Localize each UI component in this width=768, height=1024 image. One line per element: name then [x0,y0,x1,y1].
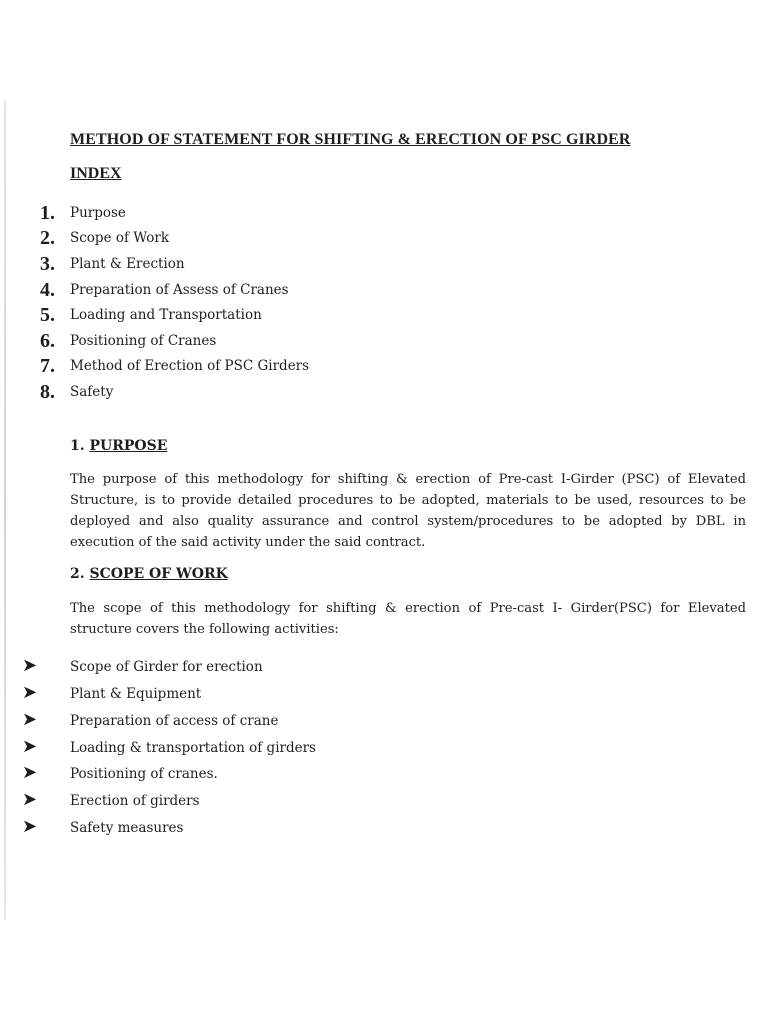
bullet-text: Preparation of access of crane [70,713,279,729]
arrowhead-bullet-icon: ➤ [22,816,38,837]
bullet-text: Positioning of cranes. [70,766,218,782]
arrowhead-bullet-icon: ➤ [22,762,38,783]
index-item [0,330,700,357]
arrowhead-bullet-icon: ➤ [22,709,38,730]
index-item-label: Scope of Work [70,230,169,246]
index-item-number: 2. [40,227,55,249]
index-item-number: 8. [40,381,55,403]
purpose-heading-label: PURPOSE [89,438,168,454]
purpose-paragraph: The purpose of this methodology for shifting & erection of Pre-cast I-Girder (PSC) of Elevated Structure, is to provide detailed procedures to be adopted, materials to be used, resources to be deployed and also quality assurance and control system/procedures to be adopted by DBL in execution of the said activity under the said contract. [70,472,746,550]
index-item [0,381,700,408]
index-item-number: 5. [40,304,55,326]
bullet-text: Scope of Girder for erection [70,659,263,675]
index-item-label: Safety [70,384,114,400]
index-item-number: 4. [40,279,55,301]
scope-heading-label: SCOPE OF WORK [89,566,228,582]
index-item-label: Plant & Erection [70,256,185,272]
list-item [0,762,700,788]
index-item [0,202,700,229]
scope-paragraph: The scope of this methodology for shifting & erection of Pre-cast I- Girder(PSC) for Elevated structure covers the following activities: [70,601,746,637]
list-item [0,789,700,815]
list-item [0,682,700,708]
bullet-text: Erection of girders [70,793,200,809]
arrowhead-bullet-icon: ➤ [22,736,38,757]
index-item-label: Purpose [70,205,126,221]
index-item [0,355,700,382]
index-item [0,304,700,331]
index-item-label: Positioning of Cranes [70,333,217,349]
list-item [0,709,700,735]
index-item-label: Method of Erection of PSC Girders [70,358,310,374]
bullet-text: Loading & transportation of girders [70,740,316,756]
document-title: METHOD OF STATEMENT FOR SHIFTING & ERECTION OF PSC GIRDER [70,131,631,148]
arrowhead-bullet-icon: ➤ [22,682,38,703]
index-item [0,253,700,280]
list-item [0,736,700,762]
bullet-text: Plant & Equipment [70,686,202,702]
list-item [0,816,700,842]
arrowhead-bullet-icon: ➤ [22,655,38,676]
index-item-number: 3. [40,253,55,275]
index-heading: INDEX [70,165,122,182]
scope-heading-number: 2. [70,566,85,582]
index-item-label: Preparation of Assess of Cranes [70,282,289,298]
purpose-heading [70,438,167,454]
arrowhead-bullet-icon: ➤ [22,789,38,810]
bullet-text: Safety measures [70,820,184,836]
scope-heading [70,566,228,582]
index-item [0,279,700,306]
index-item-number: 7. [40,355,55,377]
index-item-number: 1. [40,202,55,224]
index-item-label: Loading and Transportation [70,307,262,323]
purpose-heading-number: 1. [70,438,85,454]
list-item [0,655,700,681]
index-item [0,227,700,254]
index-item-number: 6. [40,330,55,352]
